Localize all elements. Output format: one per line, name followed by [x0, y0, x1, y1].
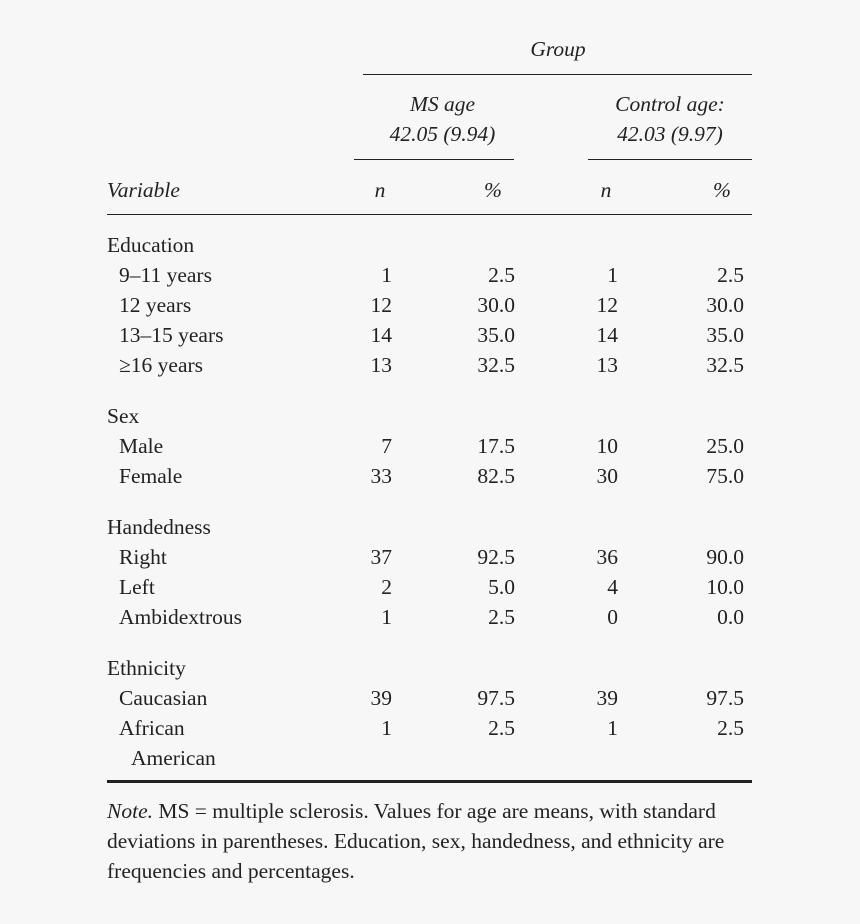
ms-n-header: n	[374, 178, 386, 202]
bottom-rule	[107, 780, 752, 783]
section-title: Handedness	[107, 515, 211, 539]
control-n-cell: 39	[596, 686, 618, 710]
control-pct-cell: 35.0	[706, 323, 744, 347]
control-n-cell: 1	[607, 716, 618, 740]
ms-n-cell: 1	[381, 716, 392, 740]
ms-pct-cell: 97.5	[477, 686, 515, 710]
ms-pct-cell: 92.5	[477, 545, 515, 569]
table-note	[107, 796, 757, 886]
row-label-continued: American	[131, 746, 216, 770]
control-n-cell: 1	[607, 263, 618, 287]
group-rule	[363, 74, 752, 75]
ms-pct-cell: 17.5	[477, 434, 515, 458]
row-label: Male	[119, 434, 164, 458]
ms-pct-cell: 35.0	[477, 323, 515, 347]
control-n-header: n	[600, 178, 612, 202]
control-pct-cell: 32.5	[706, 353, 744, 377]
control-pct-cell: 2.5	[717, 716, 744, 740]
control-n-cell: 4	[607, 575, 618, 599]
ms-pct-cell: 2.5	[488, 263, 515, 287]
row-label: Female	[119, 464, 183, 488]
ms-n-cell: 39	[370, 686, 392, 710]
ms-pct-cell: 82.5	[477, 464, 515, 488]
control-n-cell: 36	[596, 545, 618, 569]
note-lead: Note.	[107, 799, 153, 823]
row-label: 12 years	[119, 293, 192, 317]
ms-subgroup-rule	[354, 159, 514, 160]
row-label: 13–15 years	[119, 323, 224, 347]
control-age-stat: 42.03 (9.97)	[617, 122, 723, 146]
ms-pct-cell: 32.5	[477, 353, 515, 377]
group-header: Group	[530, 37, 586, 61]
control-n-cell: 14	[596, 323, 618, 347]
control-n-cell: 13	[596, 353, 618, 377]
row-label: ≥16 years	[119, 353, 204, 377]
ms-age-stat: 42.05 (9.94)	[389, 122, 496, 146]
control-pct-cell: 10.0	[706, 575, 744, 599]
ms-n-cell: 7	[381, 434, 392, 458]
ms-pct-cell: 2.5	[488, 605, 515, 629]
control-n-cell: 0	[607, 605, 618, 629]
note-text: MS = multiple sclerosis. Values for age are means, with standard deviations in parentheses. Education, sex, handedness, and ethnicity are frequencies and percentages.	[107, 799, 725, 883]
control-pct-cell: 25.0	[706, 434, 744, 458]
section-title: Ethnicity	[107, 656, 186, 680]
row-label: Left	[119, 575, 155, 599]
ms-n-cell: 14	[370, 323, 392, 347]
control-pct-cell: 75.0	[706, 464, 744, 488]
ms-pct-cell: 2.5	[488, 716, 515, 740]
section-title: Education	[107, 233, 195, 257]
row-label: 9–11 years	[119, 263, 212, 287]
control-n-cell: 10	[596, 434, 618, 458]
control-n-cell: 12	[596, 293, 618, 317]
variable-header: Variable	[107, 178, 180, 202]
ms-pct-cell: 5.0	[488, 575, 515, 599]
control-group-label: Control age:	[615, 92, 725, 116]
ms-n-cell: 13	[370, 353, 392, 377]
ms-pct-header: %	[484, 178, 502, 202]
control-pct-header: %	[713, 178, 731, 202]
ms-pct-cell: 30.0	[477, 293, 515, 317]
ms-n-cell: 33	[370, 464, 392, 488]
ms-n-cell: 12	[370, 293, 392, 317]
section-title: Sex	[107, 404, 140, 428]
row-label: African	[119, 716, 185, 740]
control-pct-cell: 2.5	[717, 263, 744, 287]
control-pct-cell: 30.0	[706, 293, 744, 317]
control-pct-cell: 90.0	[706, 545, 744, 569]
row-label: Caucasian	[119, 686, 208, 710]
ms-n-cell: 1	[381, 605, 392, 629]
control-pct-cell: 0.0	[717, 605, 744, 629]
row-label: Right	[119, 545, 167, 569]
ms-n-cell: 1	[381, 263, 392, 287]
ms-group-label: MS age	[409, 92, 476, 116]
control-subgroup-rule	[588, 159, 752, 160]
header-rule	[107, 214, 752, 215]
ms-n-cell: 2	[381, 575, 392, 599]
control-pct-cell: 97.5	[706, 686, 744, 710]
control-n-cell: 30	[596, 464, 618, 488]
ms-n-cell: 37	[370, 545, 392, 569]
row-label: Ambidextrous	[119, 605, 243, 629]
